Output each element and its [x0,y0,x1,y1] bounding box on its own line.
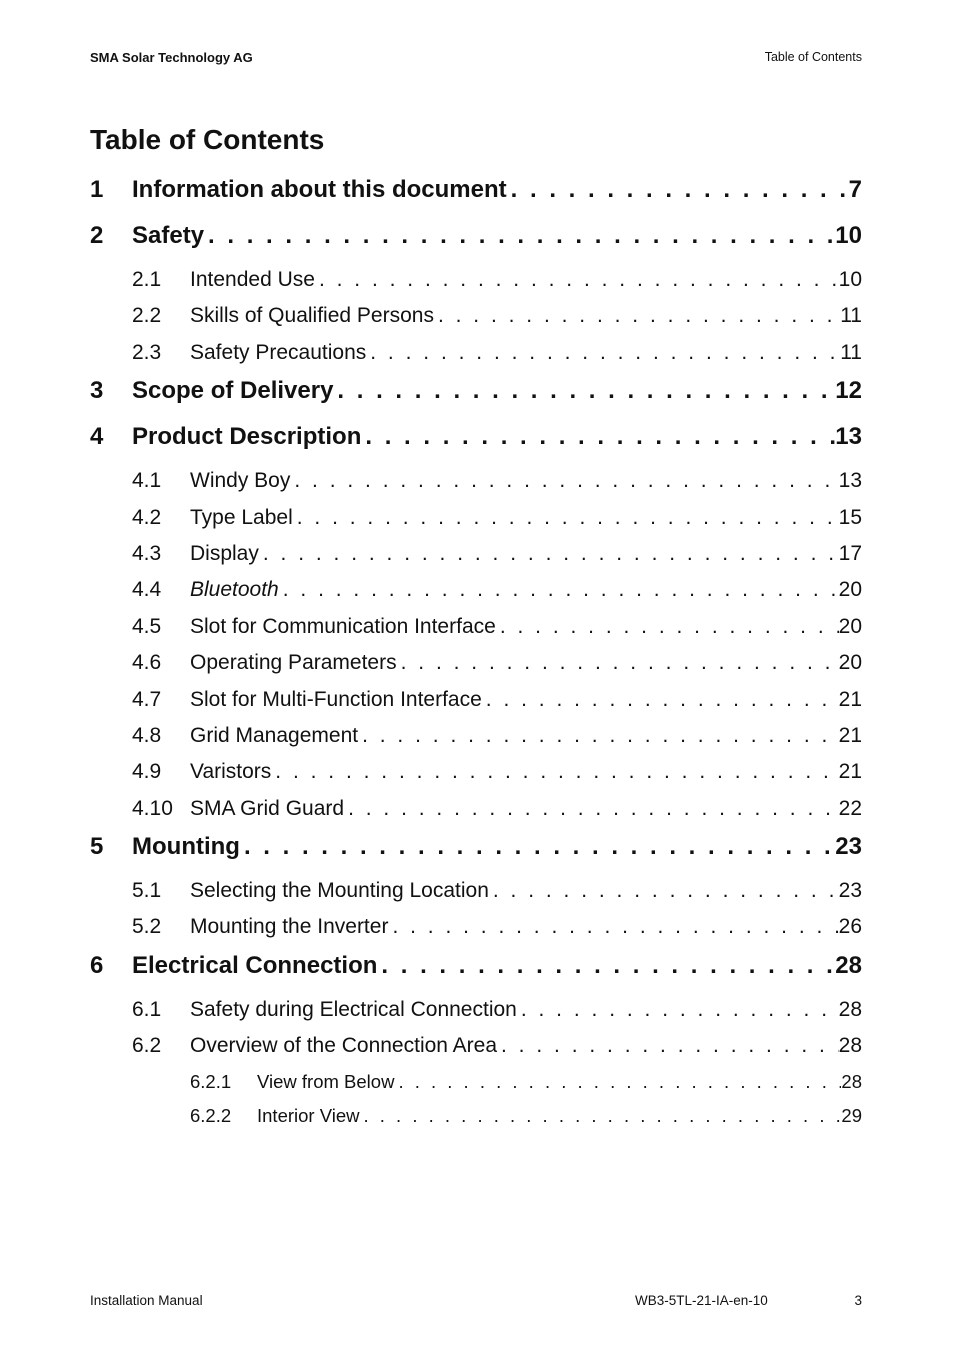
toc-entry-number: 6.2.2 [190,1105,232,1127]
toc-entry-title: Mounting [132,833,240,861]
toc-dot-leader [290,463,838,499]
footer-doc-code: WB3-5TL-21-IA-en-10 [635,1293,768,1308]
header-section: Table of Contents [764,50,862,64]
toc-dot-leader [259,536,839,572]
toc-entry-number: 2.3 [132,340,162,364]
toc-entry-4-1[interactable] [90,463,862,499]
toc-list [90,170,862,1134]
toc-entry-title: Scope of Delivery [132,377,334,405]
toc-entry-title: SMA Grid Guard [190,796,345,820]
toc-entry-number: 4.4 [132,578,162,602]
toc-entry-page: 21 [838,760,862,784]
toc-dot-leader [377,946,835,986]
toc-entry-number: 5 [90,833,104,861]
toc-entry-4-4[interactable] [90,572,862,608]
toc-dot-leader [388,909,838,945]
toc-entry-page: 28 [838,997,862,1021]
toc-entry-4-10[interactable] [90,791,862,827]
toc-entry-6-1[interactable] [90,992,862,1028]
toc-dot-leader [497,1028,839,1064]
toc-dot-leader [240,827,835,867]
toc-entry-title: Skills of Qualified Persons [190,304,434,328]
toc-entry-page: 28 [841,1070,862,1092]
toc-entry-title: Varistors [190,760,272,784]
toc-dot-leader [507,170,849,210]
toc-dot-leader [397,645,839,681]
toc-entry-4[interactable] [90,417,862,463]
toc-entry-page: 7 [848,176,862,203]
toc-entry-4-3[interactable] [90,536,862,572]
toc-entry-page: 23 [838,879,862,903]
toc-dot-leader [361,417,835,457]
toc-entry-title: Display [190,541,259,565]
toc-entry-3[interactable] [90,371,862,417]
toc-entry-number: 5.1 [132,879,162,903]
toc-entry-page: 28 [835,951,862,979]
toc-entry-page: 21 [838,723,862,747]
toc-entry-title: Grid Management [190,723,359,747]
toc-entry-page: 11 [840,304,862,328]
toc-entry-title: Bluetooth [190,578,279,602]
toc-entry-4-8[interactable] [90,718,862,754]
toc-dot-leader [315,262,839,298]
toc-dot-leader [279,572,839,608]
toc-entry-2-2[interactable] [90,298,862,334]
toc-entry-number: 4.3 [132,541,162,565]
toc-entry-title: Information about this document [132,176,507,203]
toc-entry-number: 2 [90,222,104,249]
toc-entry-number: 4.7 [132,687,162,711]
toc-entry-1[interactable] [90,170,862,216]
toc-entry-page: 13 [838,469,862,493]
toc-entry-page: 17 [838,541,862,565]
toc-entry-title: Mounting the Inverter [190,915,389,939]
toc-entry-title: Overview of the Connection Area [190,1034,498,1058]
toc-entry-page: 23 [835,833,862,861]
toc-entry-page: 28 [838,1034,862,1058]
toc-entry-4-2[interactable] [90,500,862,536]
toc-entry-page: 13 [835,423,862,451]
toc-entry-number: 6.2 [132,1034,162,1058]
toc-entry-title: Intended Use [190,268,315,291]
toc-entry-title: Operating Parameters [190,651,397,675]
toc-entry-number: 6 [90,951,104,979]
toc-entry-page: 26 [838,915,862,939]
toc-entry-number: 4.6 [132,651,162,675]
toc-dot-leader [333,371,835,411]
toc-entry-page: 21 [838,687,862,711]
toc-dot-leader [482,682,839,718]
toc-entry-title: Selecting the Mounting Location [190,879,489,903]
toc-entry-number: 4.2 [132,505,162,529]
toc-entry-number: 4.8 [132,723,162,747]
toc-entry-page: 10 [838,268,862,291]
toc-entry-5-1[interactable] [90,873,862,909]
toc-dot-leader [394,1065,841,1099]
toc-entry-title: Windy Boy [190,469,291,493]
page-title: Table of Contents [90,124,325,155]
toc-entry-2-1[interactable] [90,262,862,298]
toc-dot-leader [344,791,839,827]
toc-entry-number: 4.1 [132,469,162,493]
toc-dot-leader [359,1099,841,1133]
toc-entry-number: 3 [90,377,104,405]
toc-entry-title: Product Description [132,423,362,451]
toc-entry-2-3[interactable] [90,335,862,371]
toc-entry-title: Electrical Connection [132,951,378,979]
toc-entry-page: 22 [838,796,862,820]
toc-dot-leader [271,754,838,790]
toc-entry-page: 29 [841,1105,862,1127]
toc-entry-title: Safety Precautions [190,340,367,364]
toc-dot-leader [489,873,839,909]
toc-entry-number: 4.10 [132,796,173,820]
toc-entry-number: 4.9 [132,760,162,784]
toc-entry-5[interactable] [90,827,862,873]
toc-entry-page: 10 [835,222,862,249]
toc-entry-4-5[interactable] [90,609,862,645]
toc-entry-6-2-2[interactable] [90,1099,862,1134]
toc-entry-4-6[interactable] [90,645,862,681]
toc-entry-page: 20 [838,651,862,675]
toc-dot-leader [434,298,840,334]
toc-entry-6-2-1[interactable] [90,1065,862,1100]
header-company: SMA Solar Technology AG [90,50,253,65]
toc-entry-page: 20 [838,614,862,638]
toc-entry-number: 1 [90,176,104,203]
toc-dot-leader [204,216,835,256]
toc-entry-page: 20 [838,578,862,602]
toc-entry-number: 4.5 [132,614,162,638]
toc-entry-number: 2.1 [132,268,162,291]
toc-entry-page: 12 [835,377,862,405]
toc-entry-title: Interior View [257,1105,360,1127]
toc-entry-title: Type Label [190,505,293,529]
footer-page-number: 3 [854,1293,862,1308]
toc-entry-title: Slot for Communication Interface [190,614,496,638]
toc-entry-number: 6.1 [132,997,162,1021]
toc-entry-page: 15 [838,505,862,529]
toc-entry-4-9[interactable] [90,754,862,790]
toc-entry-4-7[interactable] [90,682,862,718]
toc-entry-number: 6.2.1 [190,1070,232,1092]
toc-dot-leader [293,500,839,536]
toc-entry-6[interactable] [90,946,862,992]
toc-entry-6-2[interactable] [90,1028,862,1064]
toc-entry-number: 5.2 [132,915,162,939]
toc-entry-5-2[interactable] [90,909,862,945]
toc-dot-leader [366,335,840,371]
toc-entry-title: Slot for Multi-Function Interface [190,687,482,711]
toc-entry-2[interactable] [90,216,862,262]
toc-dot-leader [496,609,839,645]
toc-entry-number: 2.2 [132,304,162,328]
toc-dot-leader [358,718,839,754]
toc-entry-title: View from Below [257,1070,395,1092]
toc-entry-title: Safety during Electrical Connection [190,997,517,1021]
toc-entry-title: Safety [132,222,205,249]
toc-entry-page: 11 [840,340,862,364]
toc-dot-leader [517,992,839,1028]
toc-entry-number: 4 [90,423,104,451]
footer-doc-type: Installation Manual [90,1293,203,1308]
